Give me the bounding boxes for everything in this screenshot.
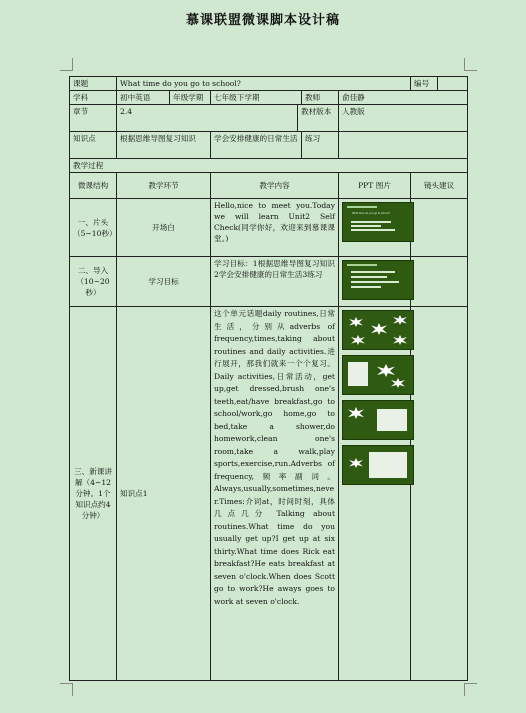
camera-cell (411, 199, 468, 257)
ppt-slide-title: What time do you go to school? (352, 212, 390, 215)
row-content: 这个单元话题daily routines,日常生活，分别从adverbs of frequency,times,taking about routines and daily activities.进行展开，那我们就来一个个复习。Daily activities,日常活动，get up,get dressed,brush one's teeth,eat/have breakfast,go to school/work,go home,go to bed,take a shower,do homework,clean one's room,take a walk,play sports,exercise,run.Adverbs of frequency,频率副词。Always,usually,sometimes,never.Times:介词at，时间时刻，具体几点几分 Talking about routines.What time do you usually get up?I get up at six thirty.What time does Rick eat breakfast?He eats breakfast at seven o'clock.When does Scott go to work?He aways goes to work at seven o'clock. (211, 307, 339, 681)
chapter-value: 2.4 (117, 105, 298, 131)
document-title: 慕课联盟微课脚本设计稿 (185, 13, 340, 28)
grade-value: 七年级下学期 (211, 91, 302, 104)
ppt-slide-thumbnail (342, 202, 414, 242)
corner-mark-bottom-left (60, 683, 73, 696)
point-1: 根据思维导图复习知识 (117, 132, 211, 159)
teacher-label: 教师 (305, 93, 321, 102)
point-2: 学会安排健康的日常生活 (211, 132, 302, 158)
lesson-value: What time do you go to school? (117, 77, 411, 91)
chapter-textbook-cell (117, 105, 339, 132)
column-header-step: 教学环节 (117, 173, 211, 199)
script-table (69, 76, 468, 681)
chapter-label: 章节 (70, 105, 117, 132)
ppt-cell (339, 257, 411, 307)
row-content: Hello,nice to meet you.Today we will learn Unit2 Self Check(同学你好，欢迎来到慕课课堂。) (211, 199, 339, 257)
ppt-cell (339, 199, 411, 257)
column-header-structure: 微课结构 (70, 173, 117, 199)
subject-value: 初中英语 (117, 91, 170, 104)
ppt-slide-thumbnail (342, 445, 414, 485)
column-header-content: 教学内容 (211, 173, 339, 199)
process-label: 教学过程 (70, 159, 468, 173)
lesson-label: 课题 (70, 77, 117, 91)
row-step: 知识点1 (117, 307, 211, 681)
column-header-ppt: PPT 图片 (339, 173, 411, 199)
point-3: 练习 (305, 134, 321, 143)
row-content: 学习目标：1根据思维导图复习知识2学会安排健康的日常生活3练习 (211, 257, 339, 307)
textbook-value: 人教版 (339, 105, 468, 132)
ppt-slide-thumbnail (342, 310, 414, 350)
number-cell (411, 77, 468, 91)
subject-grade-cell (117, 91, 211, 105)
ppt-slide-thumbnail (342, 260, 414, 300)
camera-cell (411, 257, 468, 307)
points-cell (211, 132, 339, 159)
subject-label: 学科 (70, 91, 117, 105)
ppt-slide-thumbnail (342, 355, 414, 395)
column-header-camera: 镜头建议 (411, 173, 468, 199)
points-blank (339, 132, 468, 159)
corner-mark-bottom-right (464, 683, 477, 696)
row-step: 开场白 (117, 199, 211, 257)
ppt-slide-thumbnail (342, 400, 414, 440)
corner-mark-top-left (60, 58, 73, 71)
grade-teacher-cell (211, 91, 339, 105)
row-structure: 一、片头（5~10秒） (70, 199, 117, 257)
row-structure: 三、新课讲解（4~12分钟。1个知识点约4分钟） (70, 307, 117, 681)
ppt-cell (339, 307, 411, 681)
row-structure: 二、导入（10~20秒） (70, 257, 117, 307)
corner-mark-top-right (464, 58, 477, 71)
teacher-value: 俞佳静 (339, 91, 468, 105)
textbook-label: 教材版本 (301, 107, 332, 116)
grade-label: 年级学期 (173, 93, 204, 102)
row-step: 学习目标 (117, 257, 211, 307)
number-label: 编号 (411, 77, 438, 90)
camera-cell (411, 307, 468, 681)
points-label: 知识点 (70, 132, 117, 159)
